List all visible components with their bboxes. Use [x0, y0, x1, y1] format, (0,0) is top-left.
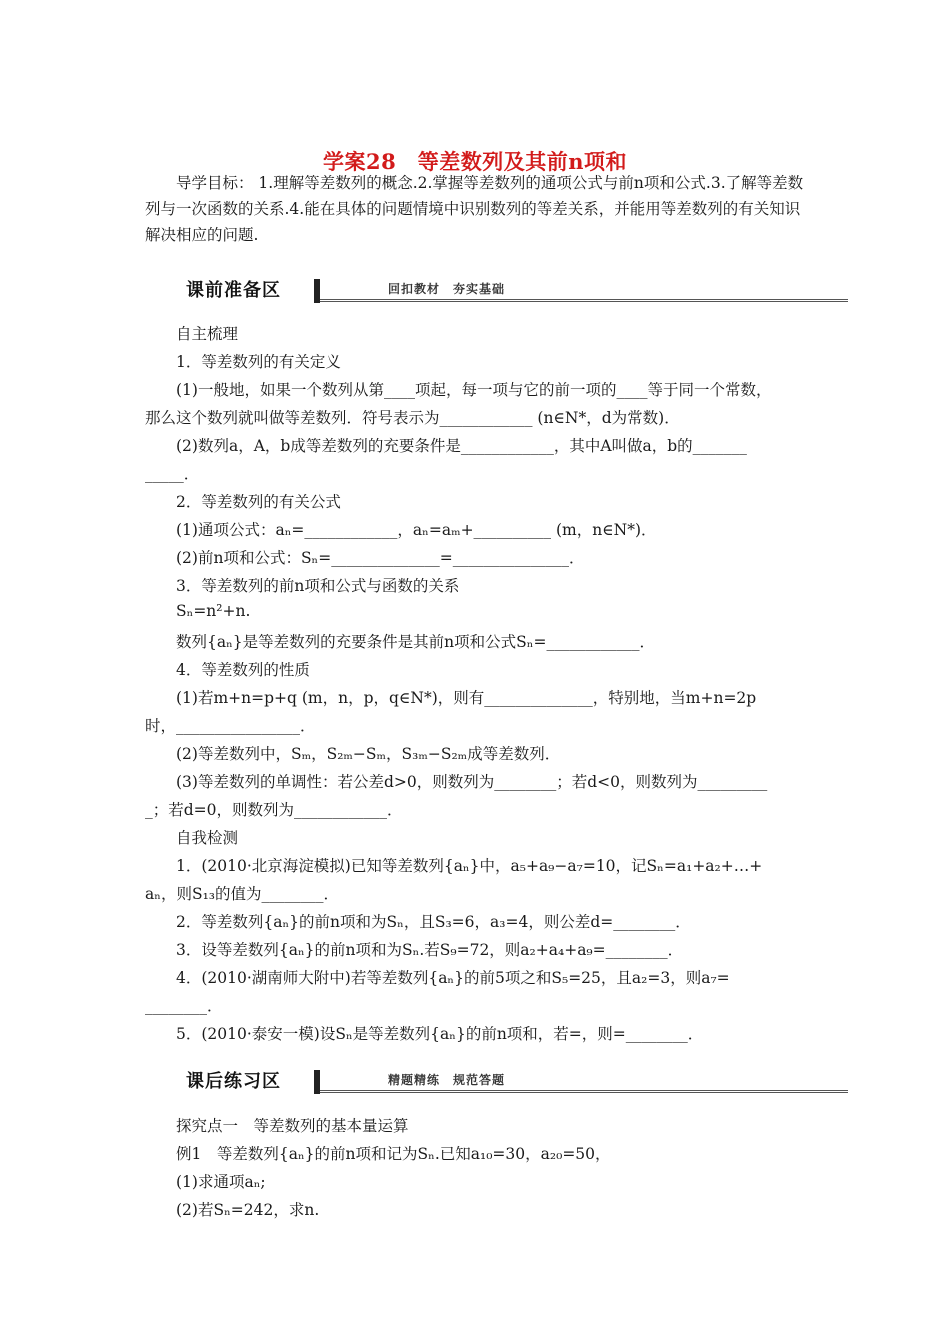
text-line: (1)若m+n=p+q (m，n，p，q∈N*)，则有______________，特别地，当m+n=2p — [176, 689, 757, 707]
text-line: 1．(2010·北京海淀模拟)已知等差数列{aₙ}中，a₅+a₉−a₇=10，记Sₙ=a₁+a₂+…+ — [176, 857, 763, 875]
section-banner-after-class — [176, 1068, 848, 1100]
banner-rule — [320, 1090, 848, 1093]
banner-subtitle: 精题精练 规范答题 — [388, 1073, 506, 1087]
text-line: (2)等差数列中，Sₘ，S₂ₘ−Sₘ，S₃ₘ−S₂ₘ成等差数列． — [176, 745, 561, 763]
text-line: 3．设等差数列{aₙ}的前n项和为Sₙ.若S₉=72，则a₂+a₄+a₉=________． — [176, 941, 684, 959]
text-line: 3．等差数列的前n项和公式与函数的关系 — [176, 577, 460, 595]
text-line: 自主梳理 — [176, 325, 239, 343]
text-line: 探究点一 等差数列的基本量运算 — [176, 1117, 409, 1135]
text-line: 2．等差数列{aₙ}的前n项和为Sₙ，且S₃=6，a₃=4，则公差d=________． — [176, 913, 691, 931]
text-line: 4．等差数列的性质 — [176, 661, 310, 679]
banner-subtitle: 回扣教材 夯实基础 — [388, 282, 506, 296]
banner-title: 课后练习区 — [186, 1071, 281, 1092]
text-line: 5．(2010·泰安一模)设Sₙ是等差数列{aₙ}的前n项和，若=，则=________． — [176, 1025, 704, 1043]
text-line: 2．等差数列的有关公式 — [176, 493, 341, 511]
banner-title: 课前准备区 — [186, 280, 281, 301]
text-line: 4．(2010·湖南师大附中)若等差数列{aₙ}的前5项之和S₅=25，且a₂=3，则a₇= — [176, 969, 730, 987]
text-line: 时，________________． — [145, 717, 316, 735]
learning-goals: 导学目标： 1.理解等差数列的概念.2.掌握等差数列的通项公式与前n项和公式.3.了解等差数列与一次函数的关系.4.能在具体的问题情境中识别数列的等差关系，并能用等差数列的有关知识解决相应的问题. — [145, 174, 804, 244]
text-line: (1)求通项aₙ; — [176, 1173, 266, 1191]
text-line: (2)数列a，A，b成等差数列的充要条件是____________，其中A叫做a，b的_______ — [176, 437, 747, 455]
section-banner-before-class — [176, 277, 848, 309]
text-line: 数列{aₙ}是等差数列的充要条件是其前n项和公式Sₙ=____________． — [176, 633, 655, 651]
text-line: aₙ，则S₁₃的值为________． — [145, 885, 339, 903]
text-line: (2)若Sₙ=242，求n. — [176, 1201, 320, 1219]
text-line: 自我检测 — [176, 829, 239, 847]
text-line: 那么这个数列就叫做等差数列．符号表示为____________ (n∈N*，d为常数)． — [145, 409, 680, 427]
text-line: (2)前n项和公式：Sₙ=______________=_______________． — [176, 549, 585, 567]
text-line: ________． — [145, 997, 223, 1015]
text-line: _____． — [145, 465, 200, 483]
text-line: 例1 等差数列{aₙ}的前n项和记为Sₙ.已知a₁₀=30，a₂₀=50， — [176, 1145, 611, 1163]
page-title: 学案28 等差数列及其前n项和 — [323, 149, 627, 174]
banner-rule — [320, 299, 848, 302]
text-line: (3)等差数列的单调性：若公差d>0，则数列为________；若d<0，则数列为_________ — [176, 773, 768, 791]
text-line: 1．等差数列的有关定义 — [176, 353, 341, 371]
text-line: _；若d=0，则数列为____________． — [145, 801, 403, 819]
text-line: (1)通项公式：aₙ=____________，aₙ=aₘ+__________ (m，n∈N*)． — [176, 521, 657, 539]
text-line: (1)一般地，如果一个数列从第____项起，每一项与它的前一项的____等于同一个常数， — [176, 381, 772, 399]
text-line: Sₙ=n²+n. — [176, 602, 251, 620]
